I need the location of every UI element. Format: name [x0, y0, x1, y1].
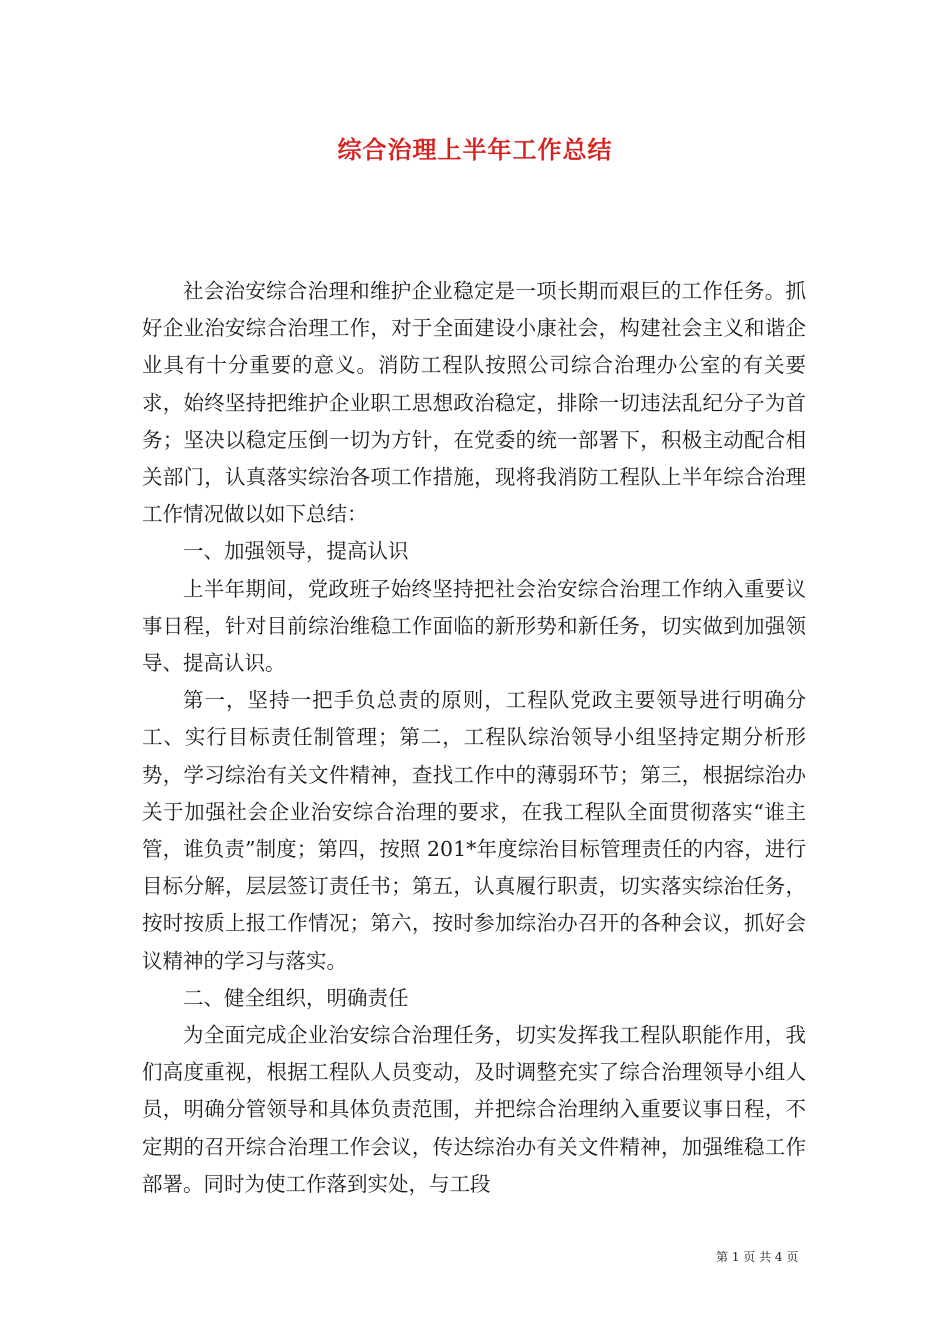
paragraph-section-1: 上半年期间，党政班子始终坚持把社会治安综合治理工作纳入重要议事日程，针对目前综治维稳工作面临的新形势和新任务，切实做到加强领导、提高认识。	[142, 576, 806, 676]
page-number: 第 1 页 共 4 页	[716, 1250, 799, 1264]
page-title: 综合治理上半年工作总结	[337, 135, 613, 164]
paragraph-intro: 社会治安综合治理和维护企业稳定是一项长期而艰巨的工作任务。抓好企业治安综合治理工作，对于全面建设小康社会，构建社会主义和谐企业具有十分重要的意义。消防工程队按照公司综合治理办公室的有关要求，始终坚持把维护企业职工思想政治稳定，排除一切违法乱纪分子为首务；坚决以稳定压倒一切为方针，在党委的统一部署下，积极主动配合相关部门，认真落实综治各项工作措施，现将我消防工程队上半年综合治理工作情况做以如下总结：	[142, 279, 806, 527]
paragraph-section-2: 为全面完成企业治安综合治理任务，切实发挥我工程队职能作用，我们高度重视，根据工程队人员变动，及时调整充实了综合治理领导小组人员，明确分管领导和具体负责范围，并把综合治理纳入重要议事日程，不定期的召开综合治理工作会议，传达综治办有关文件精神，加强维稳工作部署。同时为使工作落到实处，与工段	[142, 1023, 806, 1196]
paragraph-section-1-detail: 第一，坚持一把手负总责的原则，工程队党政主要领导进行明确分工、实行目标责任制管理；第二，工程队综治领导小组坚持定期分析形势，学习综治有关文件精神，查找工作中的薄弱环节；第三，根据综治办关于加强社会企业治安综合治理的要求，在我工程队全面贯彻落实“谁主管，谁负责”制度；第四，按照 201*年度综治目标管理责任的内容，进行目标分解，层层签订责任书；第五，认真履行职责，切实落实综治任务，按时按质上报工作情况；第六，按时参加综治办召开的各种会议，抓好会议精神的学习与落实。	[142, 688, 806, 973]
section-heading-1: 一、加强领导，提高认识	[183, 539, 409, 564]
document-body	[142, 273, 806, 1203]
section-heading-2: 二、健全组织，明确责任	[183, 985, 409, 1010]
